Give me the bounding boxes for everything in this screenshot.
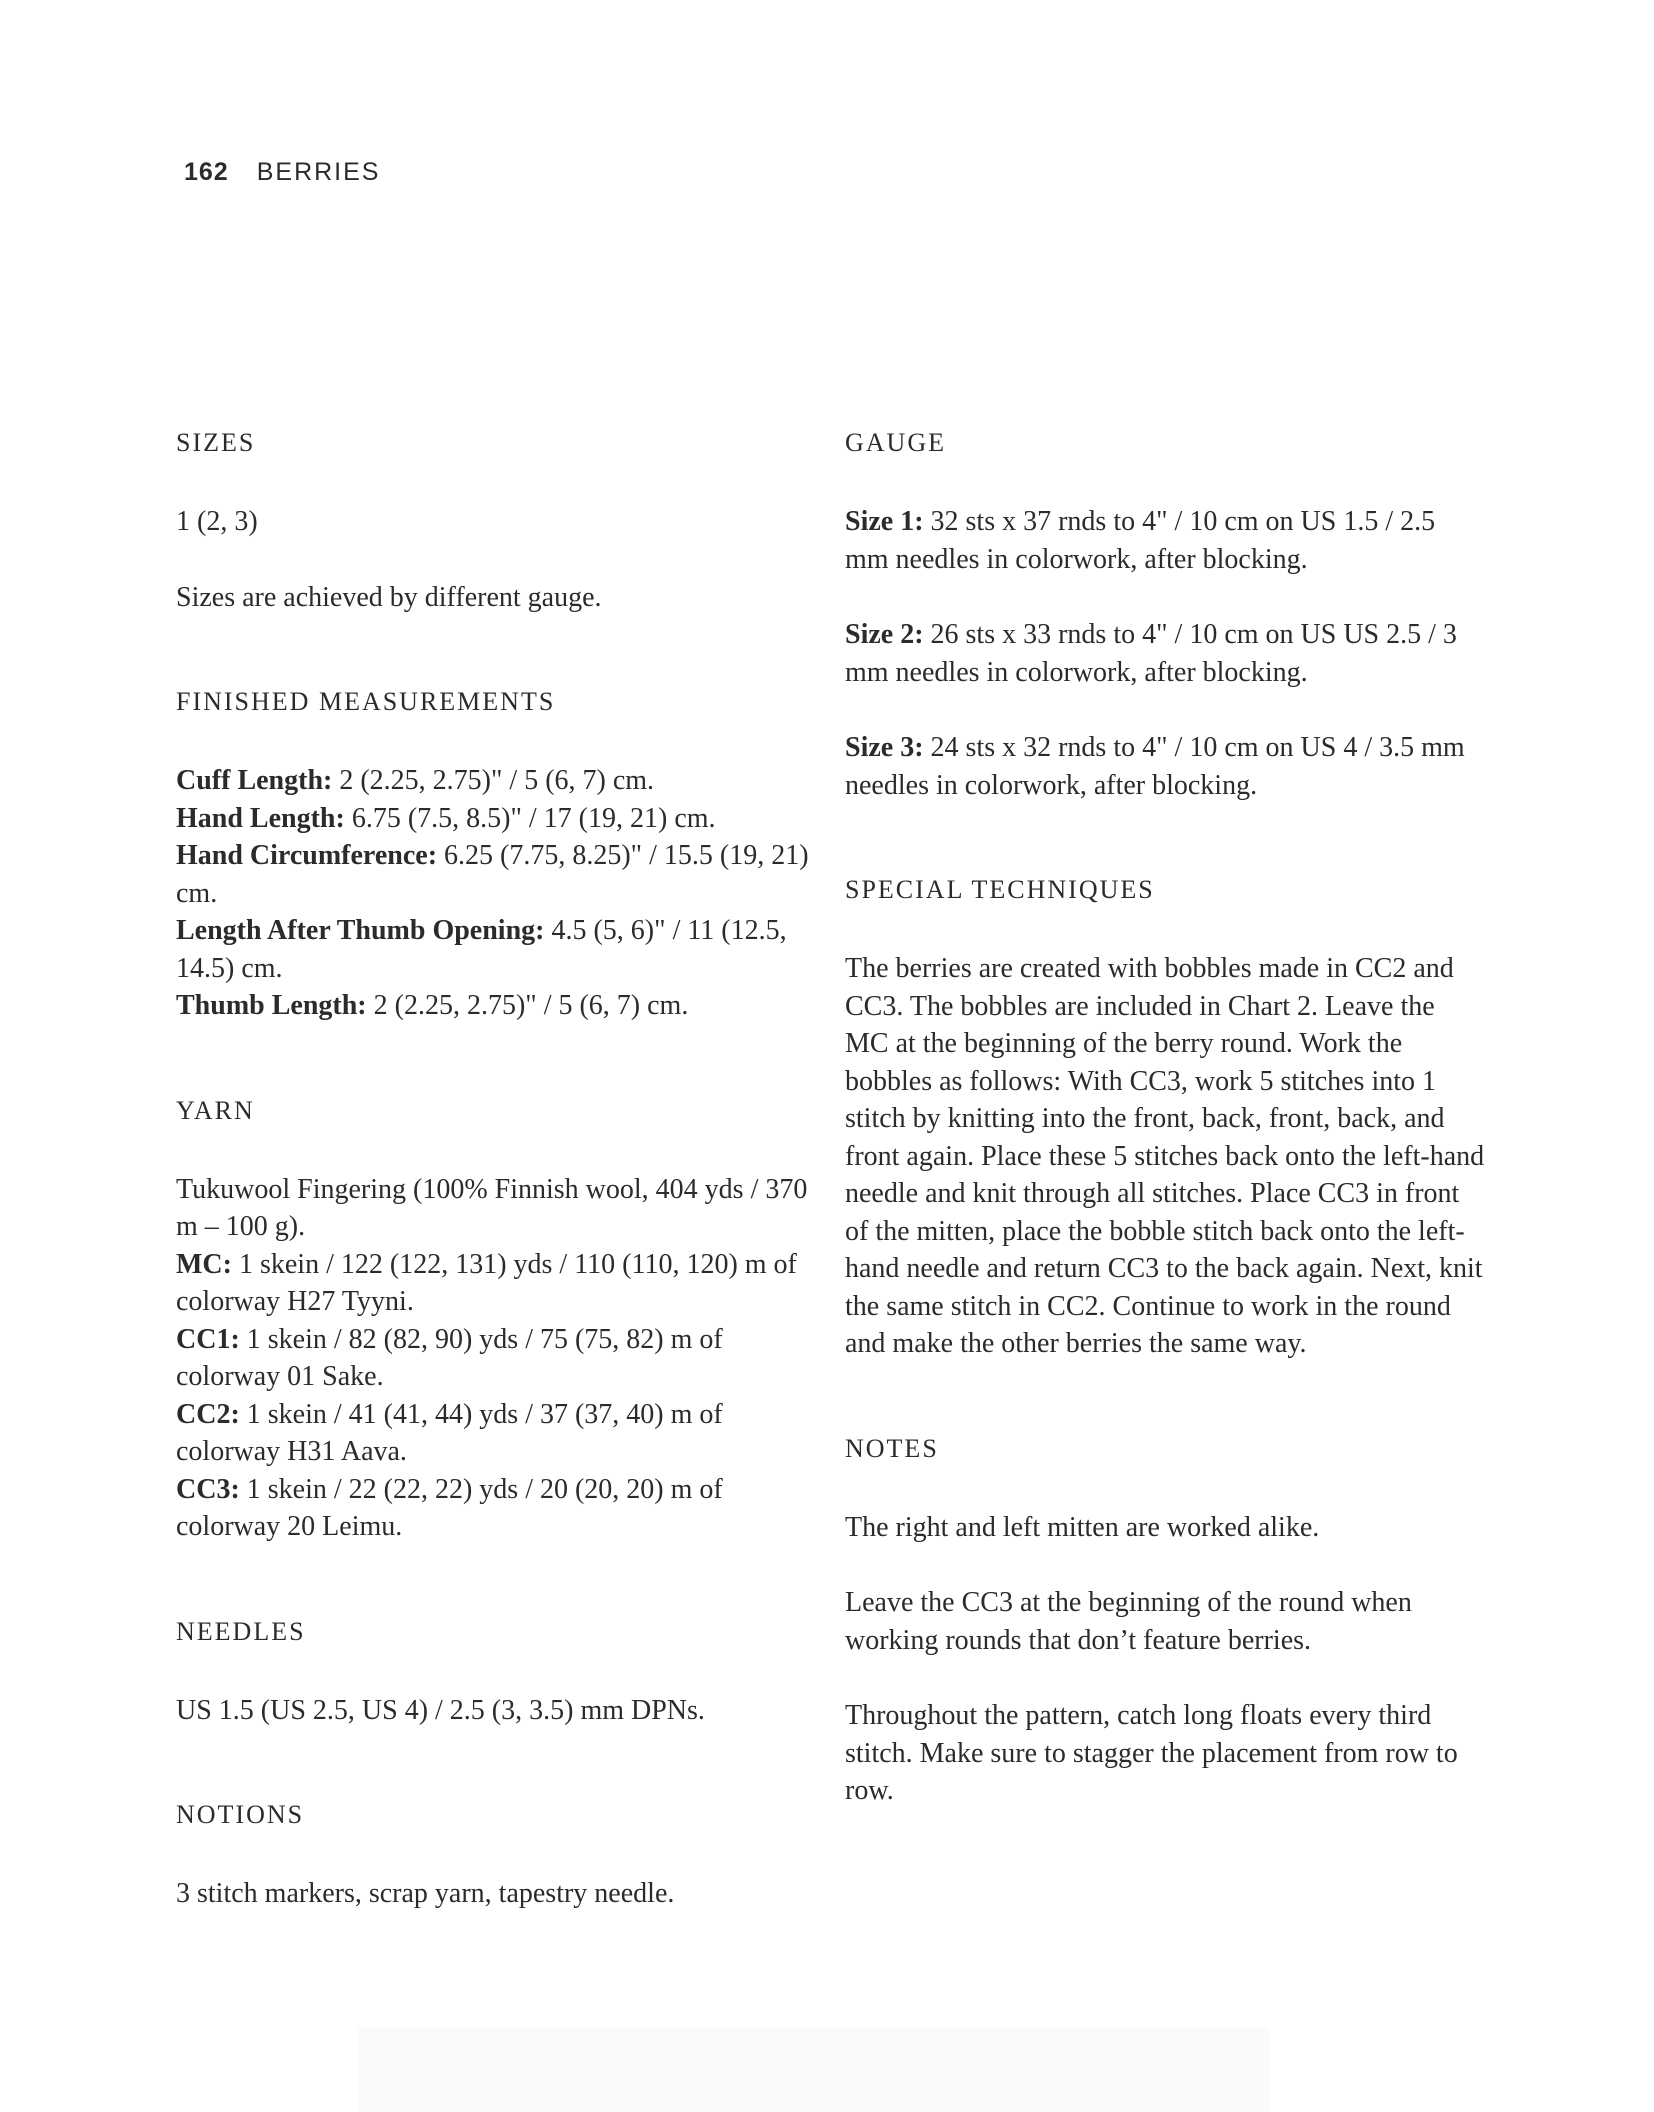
special-techniques-heading: SPECIAL TECHNIQUES xyxy=(845,875,1155,904)
notions-heading: NOTIONS xyxy=(176,1800,305,1829)
yarn-item: CC2: 1 skein / 41 (41, 44) yds / 37 (37, 40) m of colorway H31 Aava. xyxy=(176,1398,723,1467)
yarn-item: MC: 1 skein / 122 (122, 131) yds / 110 (110, 120) m of colorway H27 Tyyni. xyxy=(176,1248,797,1317)
right-column xyxy=(845,425,1485,1878)
notes-paragraph: Leave the CC3 at the beginning of the round when working rounds that don’t feature berries. xyxy=(845,1587,1412,1656)
finished-measurements-section xyxy=(176,684,816,1025)
notions-text: 3 stitch markers, scrap yarn, tapestry needle. xyxy=(176,1878,675,1909)
gauge-item: Size 3: 24 sts x 32 rnds to 4" / 10 cm on US 4 / 3.5 mm needles in colorwork, after blocking. xyxy=(845,732,1465,801)
yarn-item: CC1: 1 skein / 82 (82, 90) yds / 75 (75, 82) m of colorway 01 Sake. xyxy=(176,1323,723,1392)
sizes-heading: SIZES xyxy=(176,428,256,457)
finished-measurements-heading: FINISHED MEASUREMENTS xyxy=(176,687,556,716)
measurement-item: Hand Circumference: 6.25 (7.75, 8.25)" / 15.5 (19, 21) cm. xyxy=(176,840,809,909)
yarn-intro: Tukuwool Fingering (100% Finnish wool, 404 yds / 370 m – 100 g). xyxy=(176,1173,808,1242)
special-techniques-text: The berries are created with bobbles made in CC2 and CC3. The bobbles are included in Chart 2. Leave the MC at the beginning of the berry round. Work the bobbles as follows: With CC3, work 5 stitches into 1 stitch by knitting into the front, back, front, back, and front again. Place these 5 stitches back onto the left-hand needle and knit through all stitches. Place CC3 in front of the mitten, place the bobble stitch back onto the left-hand needle and return CC3 to the back again. Next, knit the same stitch in CC2. Continue to work in the round and make the other berries the same way. xyxy=(845,953,1485,1359)
gauge-heading: GAUGE xyxy=(845,428,946,457)
footer-band xyxy=(358,2028,1270,2112)
running-head xyxy=(184,158,380,187)
measurement-item: Hand Length: 6.75 (7.5, 8.5)" / 17 (19, 21) cm. xyxy=(176,802,716,834)
page-number: 162 xyxy=(184,158,229,186)
notes-heading: NOTES xyxy=(845,1433,939,1463)
sizes-note: Sizes are achieved by different gauge. xyxy=(176,581,602,613)
special-techniques-section xyxy=(845,872,1485,1363)
notions-section xyxy=(176,1797,816,1913)
sizes-value: 1 (2, 3) xyxy=(176,506,258,537)
needles-text: US 1.5 (US 2.5, US 4) / 2.5 (3, 3.5) mm DPNs. xyxy=(176,1694,705,1726)
yarn-heading: YARN xyxy=(176,1095,255,1125)
yarn-section xyxy=(176,1093,816,1546)
section-title: BERRIES xyxy=(256,158,381,186)
needles-section xyxy=(176,1614,816,1730)
needles-heading: NEEDLES xyxy=(176,1616,306,1646)
measurements-list xyxy=(176,762,816,1025)
yarn-item: CC3: 1 skein / 22 (22, 22) yds / 20 (20, 20) m of colorway 20 Leimu. xyxy=(176,1473,723,1542)
left-column xyxy=(176,425,816,1981)
gauge-item: Size 2: 26 sts x 33 rnds to 4" / 10 cm on US US 2.5 / 3 mm needles in colorwork, after blocking. xyxy=(845,619,1457,688)
gauge-item: Size 1: 32 sts x 37 rnds to 4" / 10 cm on US 1.5 / 2.5 mm needles in colorwork, after blocking. xyxy=(845,506,1436,575)
notes-section xyxy=(845,1431,1485,1810)
sizes-section xyxy=(176,425,816,616)
measurement-item: Thumb Length: 2 (2.25, 2.75)" / 5 (6, 7) cm. xyxy=(176,990,689,1021)
gauge-section xyxy=(845,425,1485,804)
notes-paragraph: The right and left mitten are worked alike. xyxy=(845,1511,1320,1543)
measurement-item: Cuff Length: 2 (2.25, 2.75)" / 5 (6, 7) cm. xyxy=(176,765,655,796)
notes-paragraph: Throughout the pattern, catch long floats every third stitch. Make sure to stagger the placement from row to row. xyxy=(845,1700,1458,1806)
measurement-item: Length After Thumb Opening: 4.5 (5, 6)" / 11 (12.5, 14.5) cm. xyxy=(176,915,787,984)
